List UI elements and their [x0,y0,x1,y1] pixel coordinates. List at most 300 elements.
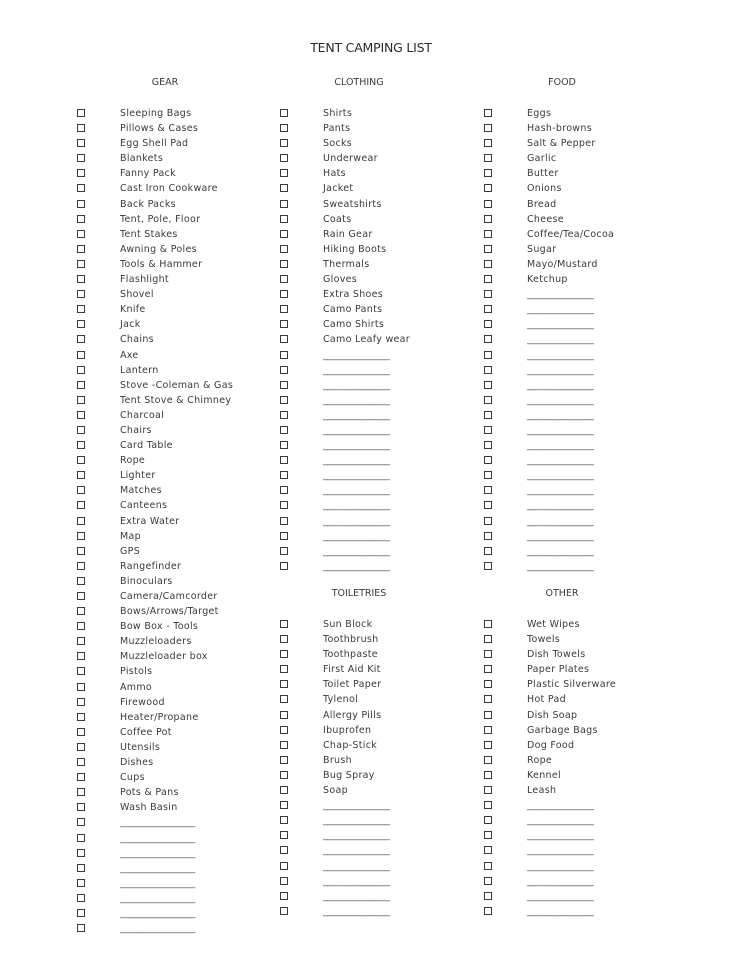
checklist-item [77,785,267,800]
checklist-item [484,287,674,302]
checkbox[interactable] [280,290,288,298]
checklist-item [280,483,470,498]
checkbox[interactable] [77,622,85,630]
item-label: Card Table [120,440,173,452]
item-label: Garbage Bags [527,724,598,736]
checkbox[interactable] [77,667,85,675]
checkbox[interactable] [484,184,492,192]
toiletries-header: TOILETRIES [331,588,387,599]
checklist-item [484,483,674,498]
checkbox[interactable] [280,711,288,719]
food-header: FOOD [548,77,576,88]
checkbox[interactable] [77,547,85,555]
checkbox[interactable] [484,907,492,915]
checkbox[interactable] [484,290,492,298]
checkbox[interactable] [280,184,288,192]
checkbox[interactable] [280,695,288,703]
checkbox[interactable] [484,635,492,643]
item-label: Chains [120,334,154,346]
checklist-item [484,242,674,257]
checkbox[interactable] [280,381,288,389]
item-label: Bow Box - Tools [120,621,199,633]
checkbox[interactable] [280,907,288,915]
checklist-item [280,813,470,828]
checklist-item [280,559,470,574]
checkbox[interactable] [484,771,492,779]
checkbox[interactable] [77,607,85,615]
blank-line: ________________ [323,349,390,361]
checklist-item [77,514,267,529]
checklist-item [280,408,470,423]
checklist-item [280,166,470,181]
checklist-item [280,498,470,513]
checkbox[interactable] [484,366,492,374]
checkbox[interactable] [77,275,85,283]
checkbox[interactable] [77,683,85,691]
checklist-item [280,874,470,889]
checkbox[interactable] [280,275,288,283]
checklist-item [280,468,470,483]
item-label: Toilet Paper [323,679,382,691]
checklist-item [280,647,470,662]
checkbox[interactable] [280,680,288,688]
checkbox[interactable] [484,245,492,253]
checkbox[interactable] [484,230,492,238]
checkbox[interactable] [77,743,85,751]
checklist-item [77,453,267,468]
item-label: Awning & Poles [120,243,197,255]
checklist-item [484,692,674,707]
blank-line: ________________ [323,379,390,391]
blank-line: ________________ [323,845,390,857]
checkbox[interactable] [280,846,288,854]
checkbox[interactable] [484,877,492,885]
checkbox[interactable] [280,892,288,900]
checklist-item [484,904,674,919]
checkbox[interactable] [484,756,492,764]
blank-line: ________________ [527,364,594,376]
blank-line: __________________ [120,862,195,874]
item-label: Canteens [120,500,168,512]
checkbox[interactable] [280,109,288,117]
blank-line: ________________ [323,394,390,406]
item-label: Muzzleloader box [120,651,208,663]
checkbox[interactable] [77,532,85,540]
checkbox[interactable] [77,351,85,359]
checkbox[interactable] [280,801,288,809]
checkbox[interactable] [77,562,85,570]
blank-line: ________________ [527,289,594,301]
checkbox[interactable] [280,547,288,555]
checklist-item [484,783,674,798]
checklist-item [77,151,267,166]
checkbox[interactable] [280,831,288,839]
checkbox[interactable] [484,305,492,313]
checkbox[interactable] [280,741,288,749]
checkbox[interactable] [77,456,85,464]
checkbox[interactable] [280,305,288,313]
item-label: GPS [120,545,141,557]
blank-line: ________________ [527,394,594,406]
checkbox[interactable] [484,786,492,794]
checkbox[interactable] [280,532,288,540]
checklist-item [77,649,267,664]
checkbox[interactable] [77,260,85,268]
checkbox[interactable] [484,471,492,479]
item-label: Coffee Pot [120,726,172,738]
item-label: Cast Iron Cookware [120,183,218,195]
checkbox[interactable] [77,592,85,600]
checklist-item [484,498,674,513]
checkbox[interactable] [77,879,85,887]
checkbox[interactable] [77,381,85,389]
checkbox[interactable] [484,846,492,854]
item-label: Muzzleloaders [120,636,192,648]
checkbox[interactable] [77,849,85,857]
checklist-item [77,710,267,725]
item-label: Wet Wipes [527,619,580,630]
checkbox[interactable] [484,456,492,464]
checklist-item [77,664,267,679]
checkbox[interactable] [484,139,492,147]
checkbox[interactable] [77,637,85,645]
checklist-item [77,800,267,815]
checkbox[interactable] [280,351,288,359]
checkbox[interactable] [484,695,492,703]
checkbox[interactable] [484,501,492,509]
item-label: First Aid Kit [323,664,381,676]
checkbox[interactable] [280,517,288,525]
checklist-item [484,544,674,559]
checkbox[interactable] [484,124,492,132]
blank-line: ________________ [323,440,390,452]
checklist-item [484,529,674,544]
checkbox[interactable] [77,396,85,404]
checkbox[interactable] [280,396,288,404]
checkbox[interactable] [280,471,288,479]
checkbox[interactable] [77,184,85,192]
item-label: Ibuprofen [323,724,372,736]
checkbox[interactable] [77,335,85,343]
checklist-item [77,106,267,121]
item-label: Gloves [323,274,358,286]
checkbox[interactable] [280,862,288,870]
checkbox[interactable] [484,831,492,839]
checkbox[interactable] [280,154,288,162]
checkbox[interactable] [280,124,288,132]
checkbox[interactable] [77,803,85,811]
checklist-item [280,423,470,438]
checkbox[interactable] [77,728,85,736]
checklist-item [484,753,674,768]
checklist-item [280,514,470,529]
checkbox[interactable] [484,381,492,389]
blank-line: __________________ [120,877,195,889]
checklist-item [77,906,267,921]
checkbox[interactable] [280,441,288,449]
checkbox[interactable] [77,501,85,509]
item-label: Shovel [120,289,154,301]
checkbox[interactable] [484,109,492,117]
checkbox[interactable] [280,726,288,734]
item-label: Camo Leafy wear [323,334,410,346]
checklist-item [484,317,674,332]
checkbox[interactable] [77,169,85,177]
checkbox[interactable] [484,215,492,223]
checkbox[interactable] [280,411,288,419]
checkbox[interactable] [484,680,492,688]
item-label: Heater/Propane [120,711,199,723]
checkbox[interactable] [484,726,492,734]
checkbox[interactable] [77,652,85,660]
item-label: Dog Food [527,739,575,751]
item-label: Ammo [120,681,153,693]
checkbox[interactable] [484,562,492,570]
checkbox[interactable] [77,441,85,449]
checklist-item [484,677,674,692]
checkbox[interactable] [77,426,85,434]
checklist-item [280,544,470,559]
checklist-item [484,768,674,783]
checkbox[interactable] [280,501,288,509]
blank-line: ________________ [323,424,390,436]
item-label: Extra Water [120,515,180,527]
checklist-item [484,723,674,738]
checkbox[interactable] [77,320,85,328]
checkbox[interactable] [77,758,85,766]
item-label: Dishes [120,757,154,769]
checkbox[interactable] [77,245,85,253]
checkbox[interactable] [484,741,492,749]
checklist-item [77,544,267,559]
checkbox[interactable] [484,169,492,177]
blank-line: ________________ [323,560,390,572]
blank-line: ________________ [323,830,390,842]
checkbox[interactable] [280,260,288,268]
checkbox[interactable] [280,456,288,464]
checklist-item [77,136,267,151]
item-label: Tent, Pole, Floor [120,213,201,225]
checkbox[interactable] [484,426,492,434]
checklist-item [77,378,267,393]
item-label: Hash-browns [527,123,592,135]
checklist-item [484,212,674,227]
clothing-header: CLOTHING [334,77,384,88]
checklist-item [280,843,470,858]
checkbox[interactable] [280,320,288,328]
checkbox[interactable] [77,517,85,525]
checklist-item [77,695,267,710]
item-label: Salt & Pepper [527,138,596,150]
blank-line: ________________ [323,860,390,872]
item-label: Leash [527,785,557,797]
checkbox[interactable] [280,245,288,253]
checkbox[interactable] [77,139,85,147]
checkbox[interactable] [77,698,85,706]
checklist-item [77,876,267,891]
checkbox[interactable] [484,486,492,494]
checkbox[interactable] [484,200,492,208]
checkbox[interactable] [77,834,85,842]
checklist-item [484,151,674,166]
checkbox[interactable] [280,139,288,147]
checkbox[interactable] [77,124,85,132]
checkbox[interactable] [484,620,492,628]
checklist-item [77,725,267,740]
item-label: Dish Soap [527,709,578,721]
other-list [484,617,674,919]
checkbox[interactable] [484,517,492,525]
checkbox[interactable] [280,230,288,238]
checklist-item [280,332,470,347]
checklist-item [280,889,470,904]
checklist-item [484,332,674,347]
checkbox[interactable] [77,864,85,872]
checkbox[interactable] [77,230,85,238]
checkbox[interactable] [77,215,85,223]
checkbox[interactable] [280,816,288,824]
blank-line: ________________ [527,334,594,346]
checkbox[interactable] [77,577,85,585]
checkbox[interactable] [484,532,492,540]
checkbox[interactable] [77,818,85,826]
checkbox[interactable] [280,771,288,779]
checkbox[interactable] [77,305,85,313]
checklist-item [484,121,674,136]
checkbox[interactable] [484,335,492,343]
blank-line: ________________ [527,440,594,452]
checkbox[interactable] [280,562,288,570]
checklist-item [280,242,470,257]
checkbox[interactable] [484,396,492,404]
checkbox[interactable] [280,650,288,658]
blank-line: ________________ [527,875,594,887]
checkbox[interactable] [484,320,492,328]
checkbox[interactable] [77,411,85,419]
checklist-item [280,181,470,196]
checkbox[interactable] [280,486,288,494]
checkbox[interactable] [77,366,85,374]
checklist-item [280,692,470,707]
checkbox[interactable] [280,169,288,177]
item-label: Axe [120,349,139,361]
checkbox[interactable] [77,471,85,479]
item-label: Binoculars [120,575,173,587]
checkbox[interactable] [77,924,85,932]
checkbox[interactable] [484,411,492,419]
checkbox[interactable] [77,788,85,796]
checkbox[interactable] [77,909,85,917]
checkbox[interactable] [77,773,85,781]
checkbox[interactable] [484,547,492,555]
checkbox[interactable] [280,635,288,643]
item-label: Coffee/Tea/Cocoa [527,228,615,240]
checkbox[interactable] [77,713,85,721]
checkbox[interactable] [77,109,85,117]
item-label: Flashlight [120,274,169,286]
checklist-item [484,438,674,453]
checkbox[interactable] [280,877,288,885]
checklist-item [280,197,470,212]
checkbox[interactable] [280,756,288,764]
checkbox[interactable] [484,351,492,359]
blank-line: ________________ [527,560,594,572]
checkbox[interactable] [484,260,492,268]
checkbox[interactable] [280,620,288,628]
checkbox[interactable] [77,486,85,494]
checkbox[interactable] [77,290,85,298]
checkbox[interactable] [77,154,85,162]
checkbox[interactable] [280,215,288,223]
checkbox[interactable] [280,200,288,208]
checklist-item [484,348,674,363]
checkbox[interactable] [484,275,492,283]
item-label: Bread [527,198,557,210]
checkbox[interactable] [77,894,85,902]
checkbox[interactable] [77,200,85,208]
checkbox[interactable] [484,862,492,870]
blank-line: ________________ [527,815,594,827]
checkbox[interactable] [280,426,288,434]
checkbox[interactable] [484,816,492,824]
checkbox[interactable] [484,801,492,809]
checklist-item [77,423,267,438]
checklist-item [77,468,267,483]
blank-line: ________________ [527,860,594,872]
checkbox[interactable] [280,366,288,374]
checkbox[interactable] [484,892,492,900]
item-label: Shirts [323,108,353,119]
item-label: Mayo/Mustard [527,258,598,270]
checkbox[interactable] [484,650,492,658]
checklist-item [280,859,470,874]
item-label: Charcoal [120,409,165,421]
blank-line: ________________ [323,500,390,512]
item-label: Garlic [527,153,557,165]
checkbox[interactable] [484,154,492,162]
blank-line: ________________ [527,800,594,812]
checklist-item [77,242,267,257]
item-label: Pots & Pans [120,787,179,799]
item-label: Back Packs [120,198,176,210]
item-label: Kennel [527,769,561,781]
item-label: Underwear [323,153,378,165]
checklist-item [484,559,674,574]
checkbox[interactable] [484,711,492,719]
checklist-item [484,514,674,529]
checklist-item [484,813,674,828]
checklist-item [280,828,470,843]
checkbox[interactable] [280,786,288,794]
checkbox[interactable] [280,665,288,673]
gear-list [77,106,267,936]
checklist-item [280,121,470,136]
checkbox[interactable] [484,441,492,449]
checklist-item [280,783,470,798]
checklist-item [77,604,267,619]
checklist-item [484,302,674,317]
checklist-item [77,302,267,317]
item-label: Butter [527,168,559,180]
checklist-item [484,632,674,647]
checklist-item [77,861,267,876]
checklist-item [484,874,674,889]
checklist-item [280,136,470,151]
checkbox[interactable] [484,665,492,673]
checkbox[interactable] [280,335,288,343]
checklist-item [484,363,674,378]
blank-line: ________________ [527,485,594,497]
